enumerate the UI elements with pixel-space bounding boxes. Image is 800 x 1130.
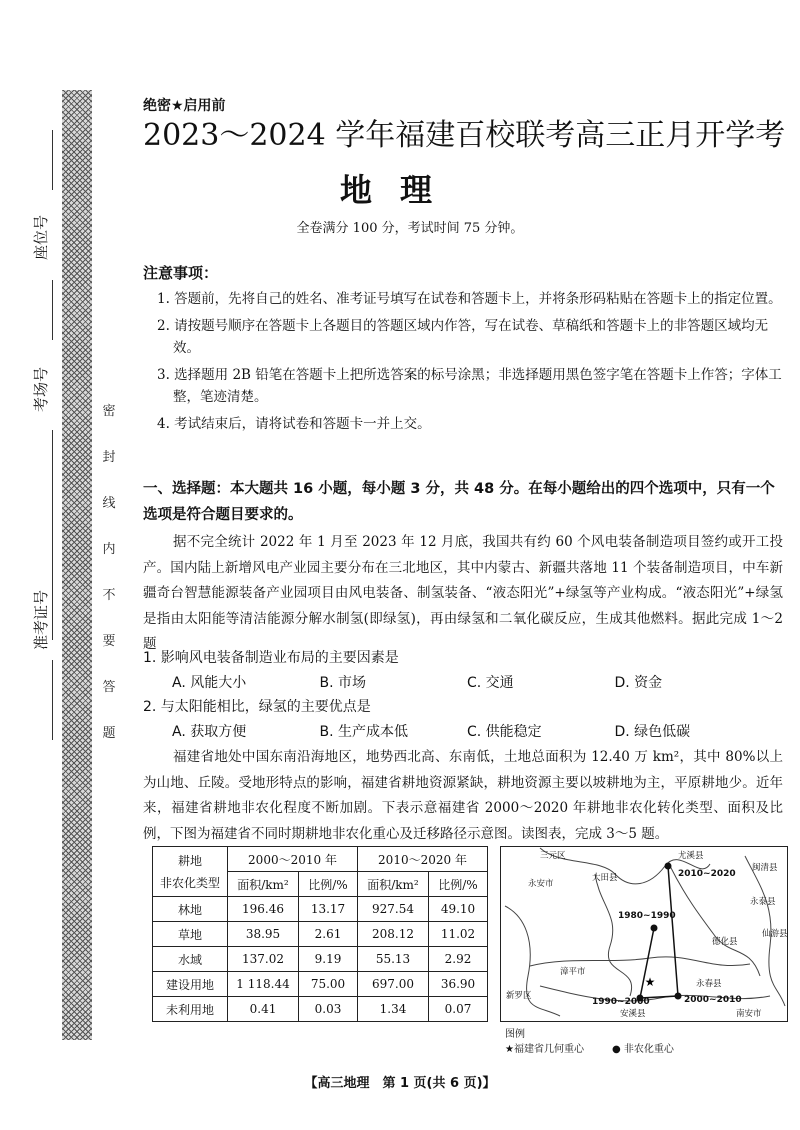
map-legend <box>505 1025 674 1055</box>
table-header-type: 耕地 非农化类型 <box>153 847 228 897</box>
table-cell-type: 草地 <box>153 922 228 947</box>
table-cell-type: 未利用地 <box>153 997 228 1022</box>
table-cell-r2: 49.10 <box>429 897 488 922</box>
map-label: 永泰县 <box>750 897 776 907</box>
table-cell-r1: 2.61 <box>299 922 358 947</box>
table-subheader-area: 面积/km² <box>228 872 299 897</box>
option-c: C. 交通 <box>467 675 514 691</box>
legend-star: ★福建省几何重心 <box>505 1044 584 1055</box>
table-subheader-area: 面积/km² <box>358 872 429 897</box>
exam-room-label: 考场号 <box>32 366 50 412</box>
subject-title: 地理 <box>339 171 460 209</box>
map-label: 仙游县 <box>762 929 788 939</box>
table-cell-a2: 1.34 <box>358 997 429 1022</box>
table-cell-r2: 11.02 <box>429 922 488 947</box>
legend-title: 图例 <box>505 1029 525 1040</box>
table-cell-a1: 0.41 <box>228 997 299 1022</box>
option-d: D. 绿色低碳 <box>614 724 691 740</box>
map-frame <box>501 847 788 1022</box>
seal-char: 要 <box>102 634 116 649</box>
table-cell-a1: 1 118.44 <box>228 972 299 997</box>
table-cell-type: 林地 <box>153 897 228 922</box>
question-2: 2. 与太阳能相比，绿氢的主要优点是 <box>143 699 371 715</box>
map-label: 德化县 <box>712 937 738 947</box>
map-label: 永春县 <box>696 979 722 989</box>
question-2-options <box>172 721 762 741</box>
table-cell-a2: 208.12 <box>358 922 429 947</box>
passage-1: 据不完全统计 2022 年 1 月至 2023 年 12 月底，我国共有约 60 个风电装备制造项目签约或开工投产。国内陆上新增风电产业园主要分布在三北地区，其中内蒙古、新疆共落地 11 个装备制造项目，中车新疆奇台智慧能源装备产业园项目由风电装备、制氢装备、“液态阳光”+绿氢等产业构成。“液态阳光”+绿氢是指由太阳能等清洁能源分解水制氢(即绿氢)，再由绿氢和二氧化碳反应，生成其他燃料。据此完成 1～2 题 <box>143 534 783 652</box>
seal-char: 内 <box>102 542 116 557</box>
table-cell-a2: 697.00 <box>358 972 429 997</box>
table-subheader-ratio: 比例/% <box>429 872 488 897</box>
option-b: B. 市场 <box>319 675 367 691</box>
table-cell-r2: 2.92 <box>429 947 488 972</box>
map-label: 漳平市 <box>560 967 586 977</box>
notice-item: 3. 选择题用 2B 铅笔在答题卡上把所选答案的标号涂黑；非选择题用黑色签字笔在答题卡上作答；字体工整，笔迹清楚。 <box>157 367 782 405</box>
table-cell-r2: 36.90 <box>429 972 488 997</box>
option-a: A. 获取方便 <box>172 724 247 740</box>
period-label: 2000~2010 <box>684 995 742 1005</box>
table-row <box>153 947 488 972</box>
table-row <box>153 972 488 997</box>
table-cell-a2: 55.13 <box>358 947 429 972</box>
table-cell-type: 建设用地 <box>153 972 228 997</box>
admission-id-label: 准考证号 <box>32 589 50 650</box>
map-label: 大田县 <box>592 873 618 883</box>
centroid-2000-2010 <box>675 993 682 1000</box>
table-cell-r1: 9.19 <box>299 947 358 972</box>
question-1-options <box>172 672 762 692</box>
table-subheader-ratio: 比例/% <box>299 872 358 897</box>
option-a: A. 风能大小 <box>172 675 247 691</box>
option-c: C. 供能稳定 <box>467 724 542 740</box>
migration-map <box>500 846 788 1022</box>
seat-number-label: 座位号 <box>32 214 50 260</box>
notice-item: 1. 答题前，先将自己的姓名、准考证号填写在试卷和答题卡上，并将条形码粘贴在答题卡上的指定位置。 <box>157 291 782 307</box>
period-label: 2010~2020 <box>678 869 736 879</box>
table-header-period2: 2010～2020 年 <box>358 847 488 872</box>
passage-2: 福建省地处中国东南沿海地区，地势西北高、东南低，土地总面积为 12.40 万 km²，其中 80%以上为山地、丘陵。受地形特点的影响，福建省耕地资源紧缺，耕地资源主要以坡耕地为主，平原耕地少。近年来，福建省耕地非农化程度不断加剧。下表示意福建省 2000～2020 年耕地非农化转化类型、面积及比例，下图为福建省不同时期耕地非农化重心及迁移路径示意图。读图表，完成 3～5 题。 <box>143 749 783 842</box>
period-label: 1990~2000 <box>592 997 650 1007</box>
notice-item: 4. 考试结束后，请将试卷和答题卡一并上交。 <box>157 416 431 432</box>
table-row <box>153 897 488 922</box>
fill-line-id <box>52 430 53 640</box>
centroid-1980-1990 <box>651 925 658 932</box>
notice-item: 2. 请按题号顺序在答题卡上各题目的答题区域内作答，写在试卷、草稿纸和答题卡上的非答题区域均无效。 <box>157 318 769 356</box>
seal-char: 线 <box>102 496 116 511</box>
table-row <box>153 922 488 947</box>
farmland-conversion-table <box>152 846 488 1022</box>
map-label: 三元区 <box>540 851 566 861</box>
table-cell-r1: 13.17 <box>299 897 358 922</box>
period-label: 1980~1990 <box>618 911 676 921</box>
section-heading: 一、选择题：本大题共 16 小题，每小题 3 分，共 48 分。在每小题给出的四个选项中，只有一个选项是符合题目要求的。 <box>143 481 775 523</box>
table-cell-a1: 38.95 <box>228 922 299 947</box>
map-label: 新罗区 <box>506 991 532 1001</box>
notice-heading: 注意事项： <box>143 264 219 282</box>
map-label: 安溪县 <box>620 1009 646 1019</box>
fill-line-name <box>52 660 53 740</box>
map-label: 永安市 <box>528 879 554 889</box>
table-cell-a2: 927.54 <box>358 897 429 922</box>
seal-char: 密 <box>102 404 116 419</box>
table-cell-r2: 0.07 <box>429 997 488 1022</box>
seal-char: 题 <box>102 726 116 741</box>
map-label: 尤溪县 <box>678 851 704 861</box>
seal-char: 不 <box>102 588 116 603</box>
legend-dot: ● 非农化重心 <box>611 1044 674 1055</box>
table-cell-r1: 75.00 <box>299 972 358 997</box>
table-cell-type: 水域 <box>153 947 228 972</box>
exam-info: 全卷满分 100 分，考试时间 75 分钟。 <box>296 221 524 236</box>
table-cell-a1: 196.46 <box>228 897 299 922</box>
table-cell-r1: 0.03 <box>299 997 358 1022</box>
seal-line-text <box>98 400 120 768</box>
fill-line-room <box>52 280 53 340</box>
question-1: 1. 影响风电装备制造业布局的主要因素是 <box>143 650 399 666</box>
map-label: 闽清县 <box>752 863 778 873</box>
table-header-period1: 2000～2010 年 <box>228 847 358 872</box>
seal-char: 答 <box>102 680 116 695</box>
geometric-center-star: ★ <box>644 975 656 989</box>
centroid-2010-2020 <box>665 863 672 870</box>
exam-title: 2023～2024 学年福建百校联考高三正月开学考 <box>143 118 786 153</box>
table-row <box>153 997 488 1022</box>
secret-label: 绝密★启用前 <box>143 98 226 114</box>
option-d: D. 资金 <box>614 675 663 691</box>
option-b: B. 生产成本低 <box>319 724 409 740</box>
notice-list <box>143 288 788 440</box>
page-footer: 【高三地理 第 1 页(共 6 页)】 <box>304 1076 496 1091</box>
map-label: 南安市 <box>736 1009 762 1019</box>
table-cell-a1: 137.02 <box>228 947 299 972</box>
seal-char: 封 <box>102 450 116 465</box>
